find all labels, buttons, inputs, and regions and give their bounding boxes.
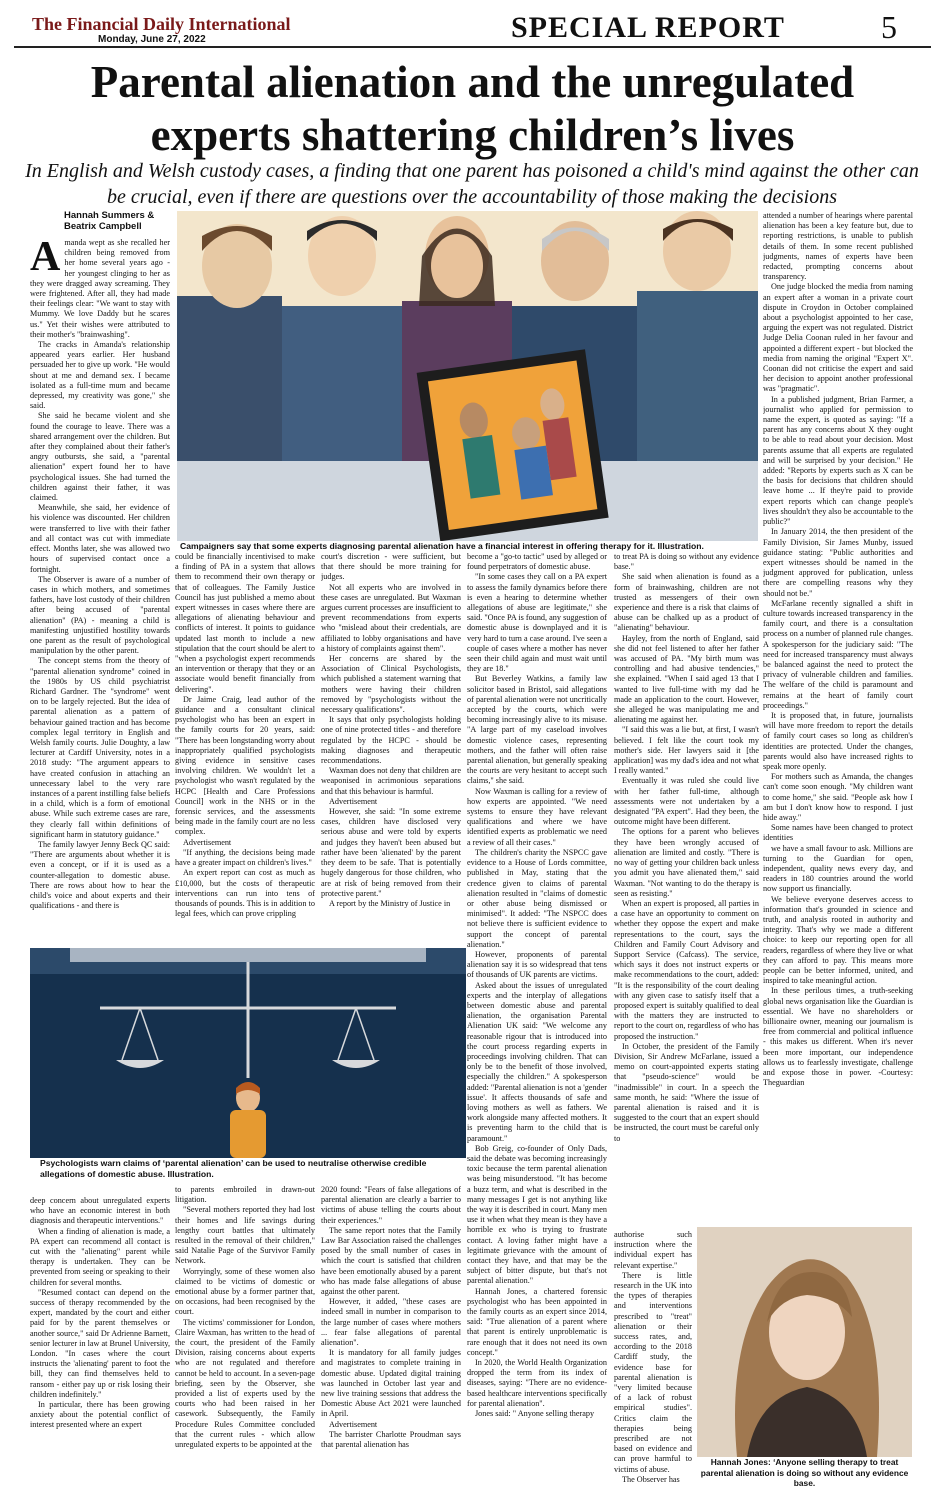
paragraph: to treat PA is doing so without any evidence base." — [614, 552, 759, 572]
paragraph: In October, the president of the Family Division, Sir Andrew McFarlane, issued a memo on court-appointed experts stating that "pseudo-science" would be "inadmissible" in court. In a speech the same month, he said: "Where the issue of parental alienation is raised and it is suggested to the court that an expert should be instructed, the court must be careful only to — [614, 1041, 759, 1143]
paragraph: One judge blocked the media from naming an expert after a woman in a private court dispute in Croydon in October complained about a psychologist appointed to her case, arguing the expert was not regulated. District Judge Delia Coonan ruled in her favour and appointed a different expert - but blocked the media from naming the original "Expert X". Coonan did not criticise the expert and said her decision to appoint another professional was "pragmatic". — [763, 282, 913, 394]
paragraph: Advertisement — [329, 1419, 378, 1429]
paragraph: "Resumed contact can depend on the success of therapy recommended by the expert, mandated by the court and either paid for by the parent themselves or another source," said Dr Adrienne Barnett, senior lecturer in law at Brunel University, London. "In cases where the court instructs the 'alienating' parent to foot the bill, they can find themselves held to ransom - either pay up or risk losing their children indefinitely." — [30, 1287, 170, 1399]
issue-date: Monday, June 27, 2022 — [98, 34, 206, 45]
paragraph: The children's charity the NSPCC gave evidence to a House of Lords committee, published in May, stating that the credence given to claims of parental alienation resulted in "claims of domestic or other abuse being dismissed or minimised". It added: "The NSPCC does not believe there is sufficient evidence to support the concept of parental alienation." — [467, 847, 607, 949]
column-2-bottom — [175, 1185, 315, 1492]
illustration-scales — [30, 948, 466, 1158]
paragraph: "In some cases they call on a PA expert to assess the family dynamics before there is even a hearing to determine whether allegations of abuse are legitimate," she said. "Once PA is found, any suggestion of domestic abuse is downplayed and it is very hard to turn a case around. I've seen a couple of cases where a mother has never seen their child again and must wait until they are 18." — [467, 572, 607, 674]
paragraph: When an expert is proposed, all parties in a case have an opportunity to comment on whether they oppose the expert and make representations to the court, says the Children and Family Court Advisory and Support Service (Cafcass). The service, which says it does not instruct experts or make recommendations to the court, added: "It is the responsibility of the court dealing with any given case to satisfy itself that a proposed expert is suitably qualified to deal with the matters they are instructed to report to the court on, regardless of who has proposed the instruction." — [614, 898, 759, 1041]
section-title: SPECIAL REPORT — [511, 11, 785, 44]
paragraph: The Observer has — [622, 1474, 680, 1484]
column-3-mid — [321, 552, 461, 946]
paragraph: Hayley, from the north of England, said she did not feel listened to after her father was accused of PA. "My birth mum was controlling and had abusive tendencies," she explained. "When I said aged 13 that I wanted to live full-time with my dad he made an application to the court. However, she alleged he was manipulating me and alienating me against her. — [614, 633, 759, 725]
paragraph: "I said this was a lie but, at first, I wasn't believed. I felt like the court took my mother's side. Her lawyers said it [the application] was my dad's idea and not what I really wanted." — [614, 725, 759, 776]
paragraph: The barrister Charlotte Proudman says that parental alienation has — [321, 1429, 461, 1450]
column-5-bottom — [614, 1230, 692, 1490]
page-number: 5 — [881, 9, 897, 45]
paragraph: The same report notes that the Family Law Bar Association raised the challenges posed by the small number of cases in which the court is satisfied that children have been emotionally abused by a parent who has made false allegations of abuse against the other parent. — [321, 1225, 461, 1297]
byline-author-1: Hannah Summers & — [64, 210, 155, 221]
paragraph: In particular, there has been growing anxiety about the potential conflict of interest presented where an expert — [30, 1400, 170, 1430]
paragraph: authorise such instruction where the individual expert has relevant expertise." — [614, 1230, 692, 1270]
paragraph: An expert report can cost as much as £10,000, but the costs of therapeutic interventions can run into tens of thousands of pounds. This is in addition to legal fees, which can prove crippling — [175, 868, 315, 919]
paragraph: The cracks in Amanda's relationship appeared years earlier. Her husband persuaded her to give up work. "He would shout at me and demand sex. I became isolated as a full-time mum and became depressed, my creativity was gone," she said. — [30, 340, 170, 411]
paragraph: Not all experts who are involved in these cases are unregulated. But Waxman argues current processes are insufficient to prevent recommendations from experts who "mislead about their credentials, are affiliated to lobby organisations and have a history of complaints against them". — [321, 582, 461, 653]
paragraph: Hannah Jones, a chartered forensic psychologist who has been appointed in the family courts as an expert since 2014, said: "True alienation of a parent where that parent is entirely unproblematic is rare enough that it does not need its own concept." — [467, 1286, 607, 1357]
paragraph: However, she said: "In some extreme cases, children have disclosed very serious abuse and were told by experts and judges they haven't been abused but rather have been 'alienated' by the parent they deem to be safe. That is potentially hugely dangerous for those children, who are at risk of being removed from their protective parent." — [321, 807, 461, 898]
column-4 — [467, 552, 607, 1490]
paragraph: For mothers such as Amanda, the changes can't come soon enough. "My children want to come home," she said. "People ask how I am but I don't know how to respond. I just hide away." — [763, 772, 913, 822]
paragraph: The victims' commissioner for London, Claire Waxman, has written to the head of the court, the president of the Family Division, raising concerns about experts who are not regulated and therefore cannot be held to account. In a seven-page briefing, seen by the Observer, she provided a list of experts used by the courts who had been raised in her casework. Subsequently, the Family Procedure Rules Committee concluded that the current rules - which allow unregulated experts to be appointed at the — [175, 1317, 315, 1450]
paragraph: She said he became violent and she found the courage to leave. There was a shared arrangement over the children. But after they complained about their father's angry outbursts, she said, a "parental alienation" expert found her to have psychological issues. She had turned the children against their father, it was claimed. — [30, 411, 170, 503]
illustration-campaigners — [177, 211, 758, 541]
illustration-scales-art — [30, 948, 466, 1158]
column-1-bottom — [30, 1196, 170, 1492]
paragraph: The family lawyer Jenny Beck QC said: "There are arguments about whether it is even a concept, or if it is used as a counter-allegation to domestic abuse. There are rows about how to hear the child's voice and about experts and their qualifications - and there is — [30, 839, 170, 911]
paragraph: Jones said: " Anyone selling therapy — [475, 1409, 595, 1419]
paragraph: In these perilous times, a truth-seeking global news organisation like the Guardian is essential. We have no shareholders or billionaire owner, meaning our journalism is free from commercial and political influence - this makes us different. When it's never been more important, our independence allows us to fearlessly investigate, challenge and expose those in power. -Courtesy: Theguardian — [763, 986, 913, 1088]
byline — [64, 210, 154, 232]
paragraph: Worryingly, some of these women also claimed to be victims of domestic or emotional abuse by a former partner that, on occasions, had been recognised by the court. — [175, 1266, 315, 1317]
paragraph: The concept stems from the theory of "parental alienation syndrome" coined in the 1980s by US child psychiatrist Richard Gardner. The "syndrome" went on to be largely rejected. But the idea of parental alienation as a pattern of behaviour gained traction and has become complex legal territory in English and Welsh family courts. Julie Doughty, a law lecturer at Cardiff University, notes in a 2018 study: "The argument appears to have created confusion in attaching an unnecessary label to the very rare instances of a parent instilling false beliefs in a child, which is a form of emotional abuse. While such extreme cases are rare, they clearly fall within definitions of significant harm in statutory guidance." — [30, 656, 170, 839]
paragraph: But Beverley Watkins, a family law solicitor based in Bristol, said allegations of parental alienation were not uncritically accepted by the courts, which were becoming increasingly alive to its misuse. "A large part of my caseload involves domestic violence cases, representing mothers, and the father will often raise parental alienation, but generally speaking the courts are very hesitant to accept such claims," she said. — [467, 674, 607, 786]
caption-illustration-2: Psychologists warn claims of ‘parental alienation’ can be used to neutralise otherwise credible allegations of domestic abuse. Illustration. — [40, 1158, 427, 1179]
column-3-bottom — [321, 1185, 461, 1492]
paragraph: The options for a parent who believes they have been wrongly accused of alienation are limited and costly. "There is no way of getting your children back unless you admit you have alienated them," said Waxman. "Not wanting to do the therapy is seen as resisting." — [614, 827, 759, 898]
paragraph: could be financially incentivised to make a finding of PA in a system that allows them to recommend their own therapy or that of colleagues. The Family Justice Council has just published a memo about expert witnesses in cases where there are allegations of alienating behaviour and conflicts of interest. It points to guidance updated last month to include a new stipulation that the court should be alert to "when a psychologist expert recommends an intervention or therapy that they or an associate would benefit financially from delivering". — [175, 552, 315, 694]
paragraph: to parents embroiled in drawn-out litigation. — [175, 1185, 315, 1205]
column-6 — [763, 211, 913, 1223]
caption-illustration-1: Campaigners say that some experts diagnosing parental alienation have a financial interest in offering therapy for it. Illustration. — [180, 541, 704, 551]
paragraph: Advertisement — [329, 796, 378, 806]
paragraph: attended a number of hearings where parental alienation has been a key feature but, due to reporting restrictions, is unable to publish details of them. In some recent published judgments, names of experts have been redacted, prompting concerns about transparency. — [763, 211, 913, 282]
paragraph: There is little research in the UK into the types of therapies and interventions prescribed to "treat" alienation or their success rates, and, according to the 2018 Cardiff study, the evidence base for parental alienation is "very limited because of a lack of robust empirical studies". Critics claim the therapies being prescribed are not based on evidence and can prove harmful to victims of abuse. — [614, 1270, 692, 1474]
paragraph: It is mandatory for all family judges and magistrates to complete training in domestic abuse. Updated digital training was launched in October last year and new live training sessions that address the Domestic Abuse Act 2021 were launched in April. — [321, 1348, 461, 1419]
paragraph: become a "go-to tactic" used by alleged or found perpetrators of domestic abuse. — [467, 552, 607, 572]
paragraph: McFarlane recently signalled a shift in culture towards increased transparency in the family court, and there is a consultation process on a number of planned rule changes. A spokesperson for the judiciary said: "The need for increased transparency must always be balanced against the need to protect the privacy of vulnerable children and families. The welfare of the child is paramount and remains at the heart of family court proceedings." — [763, 598, 913, 710]
column-1-top — [30, 238, 170, 948]
headline-line-1: Parental alienation and the unregulated — [90, 57, 855, 107]
caption-photo: Hannah Jones: ‘Anyone selling therapy to treat parental alienation is doing so without any evidence base. — [700, 1457, 909, 1488]
paragraph: It says that only psychologists holding one of nine protected titles - and therefore regulated by the HCPC - should be making diagnoses and therapeutic recommendations. — [321, 715, 461, 766]
paragraph: In 2020, the World Health Organization dropped the term from its index of diseases, saying: "There are no evidence-based healthcare interventions specifically for parental alienation". — [467, 1358, 607, 1408]
paragraph: Eventually it was ruled she could live with her father full-time, although assessments were not undertaken by a designated "PA expert". Had they been, the outcome might have been different. — [614, 776, 759, 827]
paragraph: Amanda wept as she recalled her children being removed from her home several years ago - her youngest clinging to her as they were dragged away screaming. They were frightened. After all, they had made their feelings clear: "We want to stay with Mummy. We love Daddy but he scares us." Yet their wishes were attributed to their mother's "brainwashing". — [30, 238, 170, 339]
paragraph: The Observer is aware of a number of cases in which mothers, and sometimes fathers, have lost custody of their children after being accused of "parental alienation" (PA) - meaning a child is manifesting unjustified hostility towards one parent as the result of psychological manipulation by the other parent. — [30, 574, 170, 656]
portrait-photo — [697, 1227, 912, 1457]
paragraph: She said when alienation is found as a form of brainwashing, children are not trusted as messengers of their own experience and there is a risk that claims of abuse can be chalked up as a product of "alienating" behaviour. — [614, 572, 759, 633]
publication-name: The Financial Daily International — [32, 14, 291, 34]
paragraph: However, it added, "these cases are indeed small in number in comparison to the large number of cases where mothers ... fear false allegations of parental alienation". — [321, 1297, 461, 1348]
paragraph: court's discretion - were sufficient, but that there should be more training for judges. — [321, 552, 461, 582]
paragraph: Asked about the issues of unregulated experts and the interplay of allegations between domestic abuse and parental alienation, the organisation Parental Alienation UK said: "We welcome any reasonable rigour that is introduced into the court process regarding experts in proceedings involving children. That can only be to the benefit of those involved, especially the children." A spokesperson added: "Parental alienation is not a 'gender issue'. It affects thousands of safe and loving mothers as well as fathers. We work alongside many affected mothers. It is preventing harm to the child that is paramount." — [467, 980, 607, 1143]
paragraph: Meanwhile, she said, her evidence of his violence was discounted. Her children were transferred to live with their father and all contact was cut with immediate effect. Months later, she was allowed two hours of supervised contact once a fortnight. — [30, 503, 170, 574]
paragraph: 2020 found: "Fears of false allegations of parental alienation are clearly a barrier to victims of abuse telling the courts about their experiences." — [321, 1185, 461, 1225]
paragraph: However, proponents of parental alienation say it is so widespread that tens of thousands of UK parents are victims. — [467, 949, 607, 980]
paragraph: In a published judgment, Brian Farmer, a journalist who applied for permission to name the expert, is quoted as saying: "If a parent has any concerns about X they ought to be able to read about your decision. Most parents assume that all experts are regulated and will be surprised by your decision." He added: "Reports by experts such as X can be the basis for decisions that children should leave home ... If they're paid to provide expert reports which can change people's lives shouldn't they also be accountable to the public?" — [763, 394, 913, 527]
paragraph: Dr Jaime Craig, lead author of the guidance and a consultant clinical psychologist who has been an expert in the family courts for 20 years, said: "There has been longstanding worry about inappropriately qualified psychologists giving evidence in sensitive cases involving children. We wouldn't let a psychologist who wasn't regulated by the HCPC [Health and Care Professions Council] work in the NHS or in the forensic services, and the assessments being made in the family court are no less complex. — [175, 694, 315, 837]
paragraph: It is proposed that, in future, journalists will have more freedom to report the details of family court cases so long as children's identities are protected. Under the changes, parents would also have increased rights to speak more openly. — [763, 710, 913, 771]
photo-hannah-jones — [697, 1227, 912, 1457]
paragraph: When a finding of alienation is made, a PA expert can recommend all contact is cut with the "alienating" parent while therapy is undertaken. They can be prevented from seeing or speaking to their children for several months. — [30, 1226, 170, 1287]
paragraph: Waxman does not deny that children are weaponised in acrimonious separations and that this behaviour is harmful. — [321, 766, 461, 796]
paragraph: We believe everyone deserves access to information that's grounded in science and truth, and analysis rooted in authority and integrity. That's why we made a different choice: to keep our reporting open for all readers, regardless of where they live or what they can afford to pay. This means more people can be better informed, united, and inspired to take meaningful action. — [763, 894, 913, 986]
drop-cap: A — [30, 238, 61, 280]
paragraph: Now Waxman is calling for a review of how experts are appointed. "We need systems to ensure they have relevant qualifications and where we have identified experts as problematic we need a review of all their cases." — [467, 786, 607, 847]
paragraph: "Several mothers reported they had lost their homes and life savings during lengthy court battles that ultimately resulted in the removal of their children," said Natalie Page of the Survivor Family Network. — [175, 1205, 315, 1266]
paragraph: we have a small favour to ask. Millions are turning to the Guardian for open, independent, quality news every day, and readers in 180 countries around the world now support us financially. — [763, 843, 913, 894]
column-2-mid — [175, 552, 315, 946]
paragraph: Her concerns are shared by the Association of Clinical Psychologists, which published a statement warning that mothers were having their children removed by "psychologists without the necessary qualifications". — [321, 654, 461, 715]
standfirst: In English and Welsh custody cases, a finding that one parent has poisoned a child's mind against the other can be crucial, even if there are questions over the accountability of those making the decisions — [25, 160, 919, 208]
headline — [0, 56, 945, 162]
paragraph: In January 2014, the then president of the Family Division, Sir James Munby, issued guidance stating: "Public authorities and expert witnesses should be named in the judgment approved for publication, unless there are compelling reasons why they should not be." — [763, 527, 913, 598]
paragraph: "If anything, the decisions being made have a greater impact on children's lives." — [175, 847, 315, 868]
paragraph: Bob Greig, co-founder of Only Dads, said the debate was becoming increasingly toxic because the term parental alienation was being misunderstood. "It has become a buzz term, and what is described in the many messages I get is not anything like the way it is described in court. Many men use it when what they mean is they have a horrible ex who is trying to frustrate contact. A loving father might have a legitimate grievance with the amount of contact they have, and that may be the subject of bitter dispute, but that's not parental alienation." — [467, 1143, 607, 1286]
headline-line-2: experts shattering children’s lives — [150, 110, 795, 160]
paragraph: Some names have been changed to protect identities — [763, 823, 913, 843]
column-5-top — [614, 552, 759, 1228]
paragraph: Advertisement — [183, 837, 232, 847]
masthead — [14, 8, 931, 48]
illustration-campaigners-art — [177, 211, 758, 541]
paragraph: deep concern about unregulated experts who have an economic interest in both diagnosis and therapeutic interventions." — [30, 1196, 170, 1226]
paragraph: A report by the Ministry of Justice in — [329, 898, 451, 908]
byline-author-2: Beatrix Campbell — [64, 221, 142, 232]
